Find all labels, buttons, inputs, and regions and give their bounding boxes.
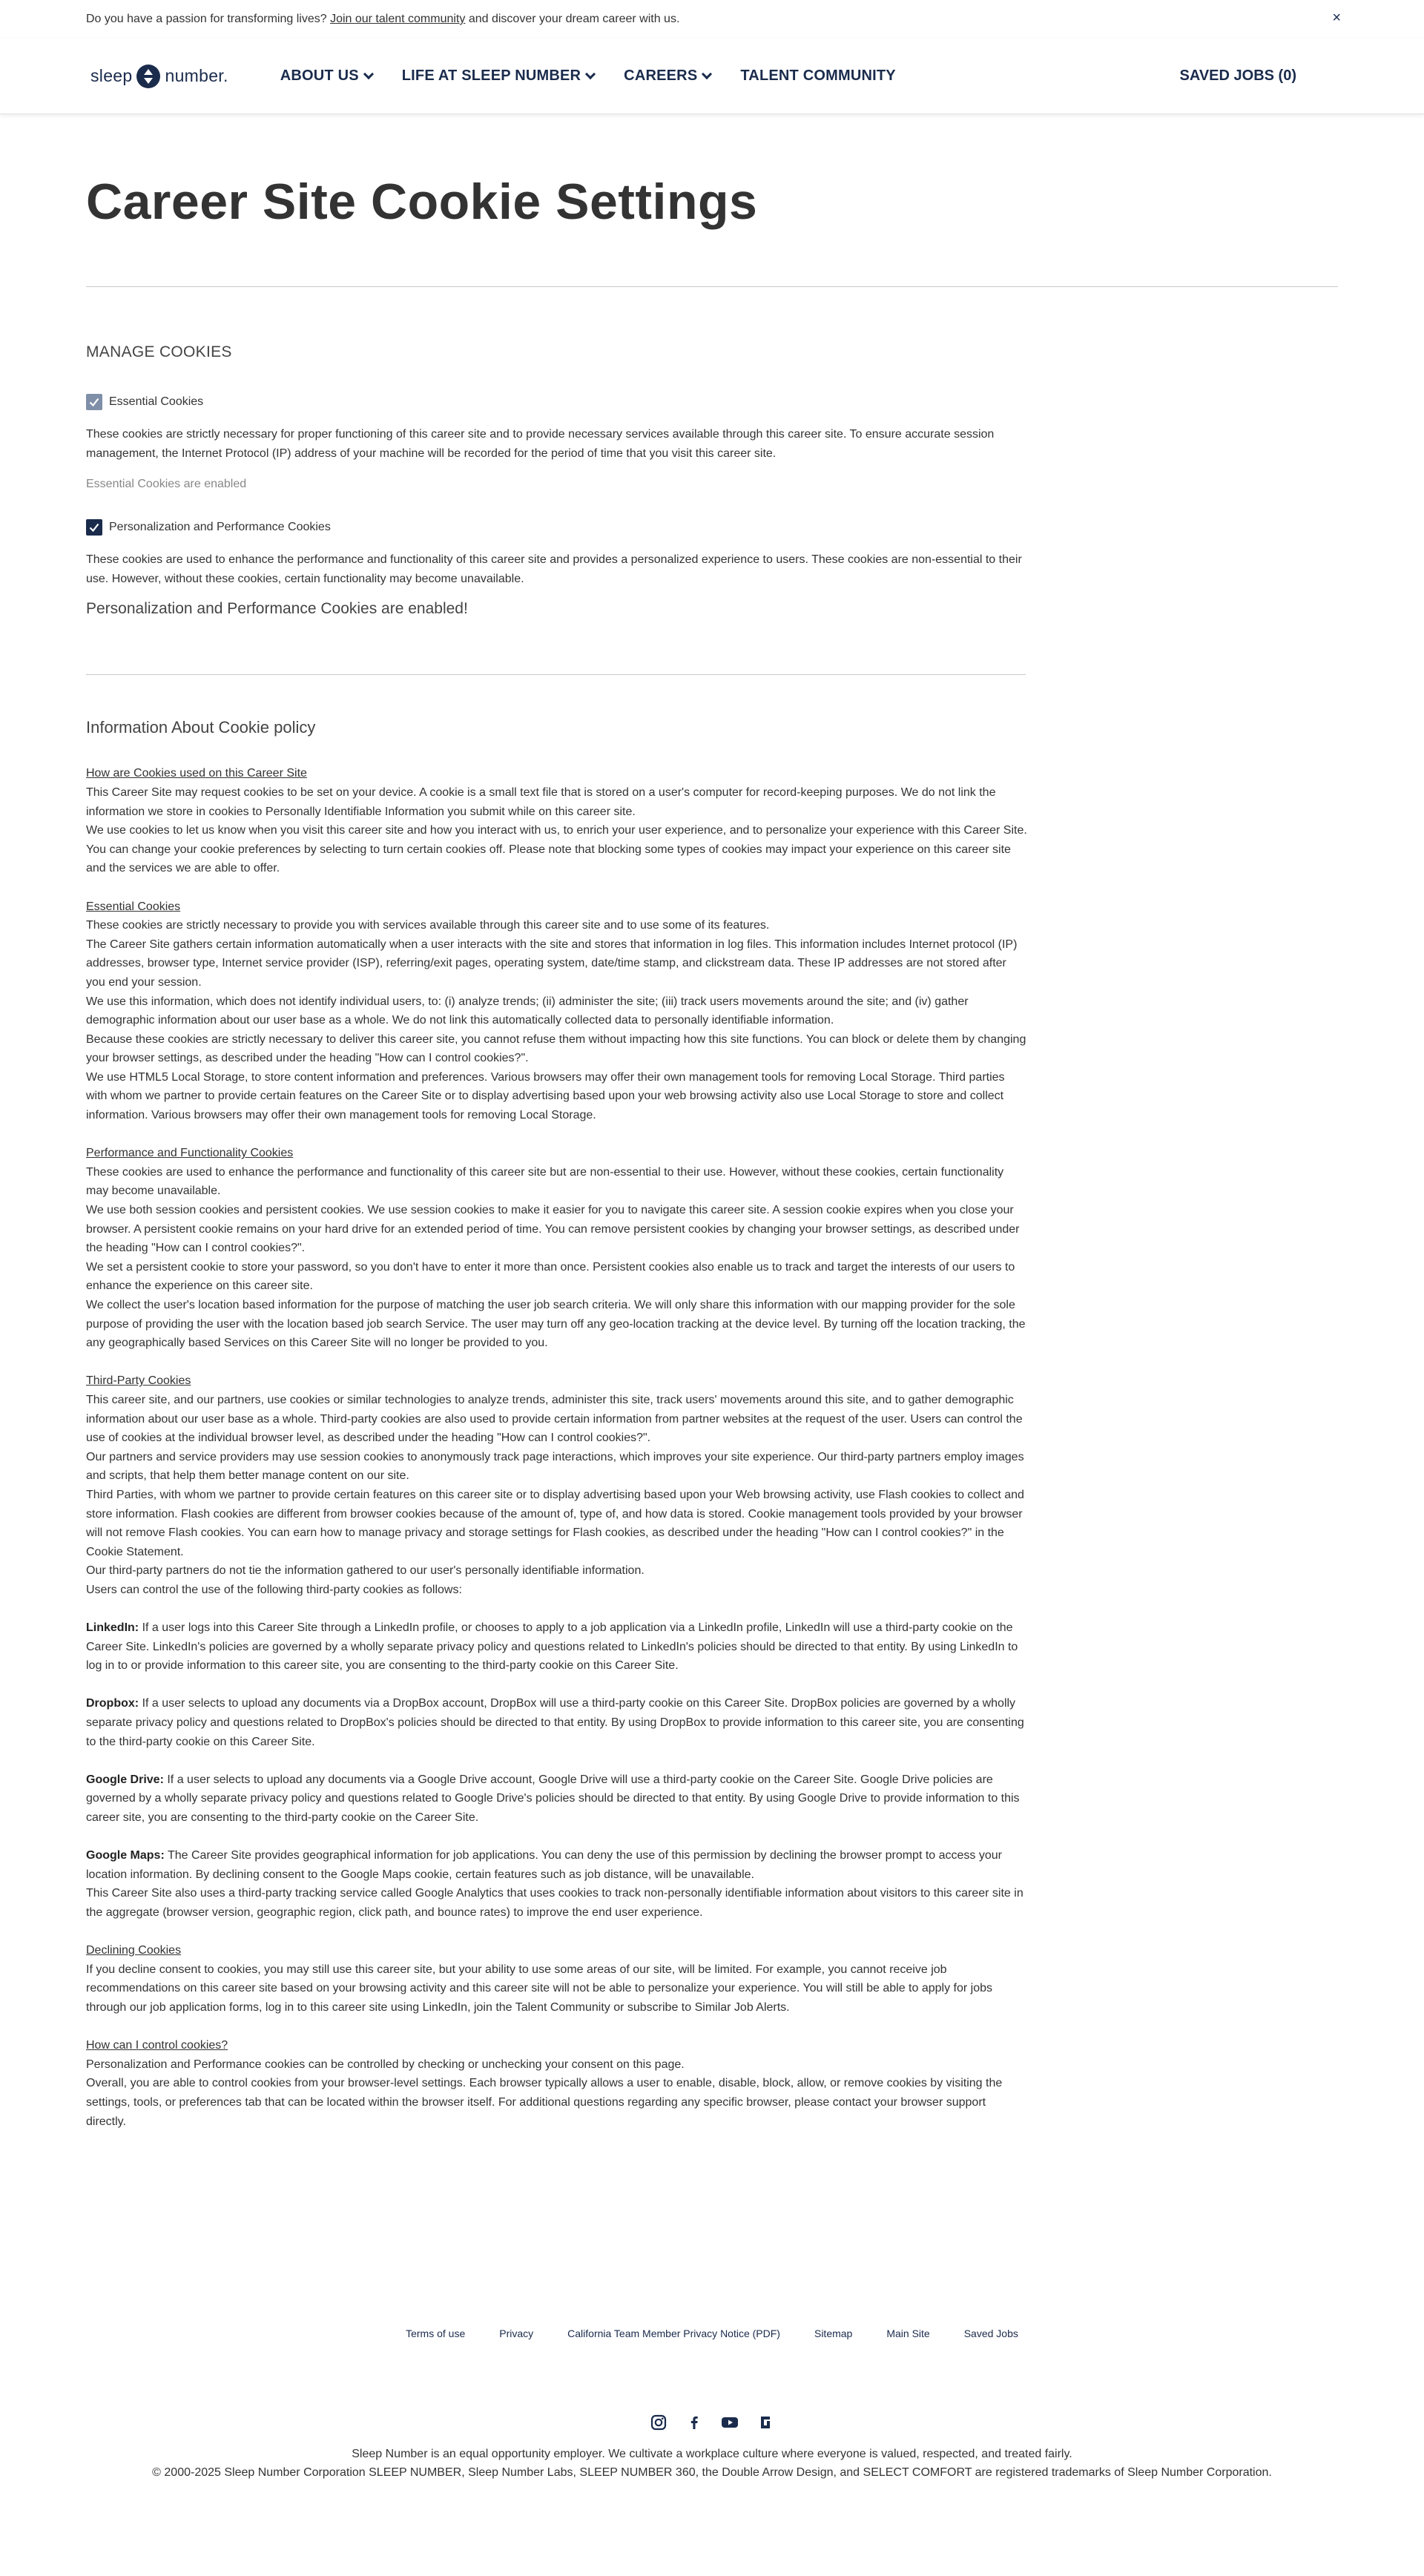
policy-section-how <box>86 764 1028 878</box>
policy-dropbox <box>86 1694 1028 1751</box>
main-content <box>0 172 1424 2131</box>
glassdoor-icon[interactable] <box>755 2412 776 2433</box>
performance-cookies-checkbox[interactable] <box>86 519 102 536</box>
footer-legal <box>0 2445 1424 2482</box>
paragraph: The Career Site provides geographical information for job applications. You can deny the use of this permission by declining the browser prompt to access your location information. By declining consent to the Google Maps cookie, certain features such as job distance, will be unavailable. <box>86 1849 1002 1881</box>
paragraph: This Career Site may request cookies to be set on your device. A cookie is a small text file that is stored on a user's computer for record-keeping purposes. We do not link the information we store in cookies to Personally Identifiable Information you submit while on this career site. <box>86 785 996 818</box>
paragraph: The Career Site gathers certain information automatically when a user interacts with the site and stores that information in log files. This information includes Internet protocol (IP) addresses, browser type, Internet service provider (ISP), referring/exit pages, operating system, date/time stamp, and clickstream data. These IP addresses are not stored after you end your session. <box>86 938 1018 989</box>
provider-name: LinkedIn: <box>86 1621 139 1635</box>
divider <box>86 286 1338 287</box>
double-arrow-logo-icon <box>136 65 160 88</box>
facebook-icon[interactable] <box>684 2412 705 2433</box>
banner-text: Do you have a passion for transforming lives? Join our talent community and discover your dream career with us. <box>86 13 680 25</box>
chevron-down-icon <box>585 69 596 79</box>
nav-careers[interactable]: CAREERS <box>624 67 711 85</box>
section-title: How can I control cookies? <box>86 2039 228 2052</box>
policy-linkedin <box>86 1618 1028 1676</box>
provider-name: Google Drive: <box>86 1773 164 1786</box>
section-title: Declining Cookies <box>86 1944 182 1957</box>
paragraph: If you decline consent to cookies, you may still use this career site, but your ability to use some areas of our site, will be limited. For example, you cannot receive job recommendations on this career site based on your browsing activity and this career site will not be able to personalize your experience. You will still be able to apply for jobs through our job application forms, log in to this career site using LinkedIn, join the Talent Community or subscribe to Similar Job Alerts. <box>86 1963 992 2014</box>
paragraph: This Career Site also uses a third-party tracking service called Google Analytics that uses cookies to track non-personally identifiable information about visitors to this career site in the aggregate (browser version, geographic region, click path, and bounce rates) to improve the end user experience. <box>86 1887 1024 1919</box>
eeo-statement: Sleep Number is an equal opportunity employer. We cultivate a workplace culture where everyone is valued, respected, and treated fairly. <box>352 2448 1072 2460</box>
youtube-icon[interactable] <box>719 2412 740 2433</box>
checkmark-icon <box>88 396 100 408</box>
policy-section-third-party <box>86 1371 1028 1599</box>
talent-community-link[interactable]: Join our talent community <box>330 13 466 25</box>
paragraph: We use HTML5 Local Storage, to store content information and preferences. Various browsers may offer their own management tools for removing Local Storage. Third parties with whom we partner to provide certain features on the Career Site or to display advertising based upon your web browsing activity also use Local Storage to store and collect information. Various browsers may offer their own management tools for removing Local Storage. <box>86 1070 1005 1122</box>
paragraph: These cookies are used to enhance the performance and functionality of this career site but are non-essential to their use. However, without these cookies, certain functionality may become unavailable. <box>86 1165 1004 1198</box>
close-icon[interactable]: × <box>1332 10 1341 26</box>
footer-link-terms[interactable]: Terms of use <box>406 2328 466 2339</box>
top-banner <box>0 0 1424 39</box>
paragraph: We set a persistent cookie to store your password, so you don't have to enter it more than once. Persistent cookies also enable us to track and target the interests of our users to enhance the experience on this career site. <box>86 1260 1015 1293</box>
info-cookie-policy-heading: Information About Cookie policy <box>86 718 316 737</box>
essential-cookies-status: Essential Cookies are enabled <box>86 478 247 491</box>
footer-link-sitemap[interactable]: Sitemap <box>814 2328 853 2339</box>
saved-jobs-link[interactable]: SAVED JOBS (0) <box>1179 67 1296 84</box>
instagram-icon[interactable] <box>648 2412 669 2433</box>
policy-section-control <box>86 2036 1028 2131</box>
cookie-policy-text <box>86 764 1028 2131</box>
site-header <box>0 39 1424 114</box>
paragraph: We use both session cookies and persistent cookies. We use session cookies to make it easier for you to navigate this career site. A session cookie expires when you close your browser. A persistent cookie remains on your hard drive for an extended period of time. You can remove persistent cookies by changing your browser settings, as described under the heading "How can I control cookies?". <box>86 1204 1020 1255</box>
paragraph: Personalization and Performance cookies can be controlled by checking or unchecking your consent on this page. <box>86 2058 685 2071</box>
paragraph: We use this information, which does not identify individual users, to: (i) analyze trends; (ii) administer the site; (iii) track users movements around the site; and (iv) gather demographic information about our user base as a whole. We do not link this automatically collected data to personally identifiable information. <box>86 995 969 1027</box>
social-links <box>0 2412 1424 2433</box>
policy-google-drive <box>86 1770 1028 1828</box>
section-title: Performance and Functionality Cookies <box>86 1147 294 1160</box>
paragraph: We collect the user's location based information for the purpose of matching the user job search criteria. We will only share this information with our mapping provider for the sole purpose of providing the user with the location based job search Service. The user may turn off any geo-location tracking at the device level. By turning off the location tracking, the any geographically based Services on this Career Site will no longer be provided to you. <box>86 1299 1026 1350</box>
section-title: Third-Party Cookies <box>86 1374 191 1388</box>
footer-link-saved-jobs[interactable]: Saved Jobs <box>963 2328 1018 2339</box>
checkmark-icon <box>88 521 100 533</box>
footer-link-california-privacy[interactable]: California Team Member Privacy Notice (PDF) <box>567 2328 780 2339</box>
policy-google-maps <box>86 1846 1028 1922</box>
performance-cookies-row <box>86 519 1338 536</box>
paragraph: We use cookies to let us know when you visit this career site and how you interact with us, to enrich your user experience, and to personalize your experience with this Career Site. You can change your cookie preferences by selecting to turn certain cookies off. Please note that blocking some types of cookies may impact your experience on this career site and the services we are able to offer. <box>86 824 1027 875</box>
paragraph: If a user selects to upload any documents via a Google Drive account, Google Drive will use a third-party cookie on the Career Site. Google Drive policies are governed by a wholly separate privacy policy and questions related to Google Drive's policies should be directed to that entity. By using Google Drive to provide information to this career site, you are consenting to the third-party cookie on the Career Site. <box>86 1773 1020 1825</box>
paragraph: Overall, you are able to control cookies from your browser-level settings. Each browser typically allows a user to enable, disable, block, allow, or remove cookies by visiting the settings, tools, or preferences tab that can be located within the browser itself. For additional questions regarding any specific browser, please contact your browser support directly. <box>86 2077 1003 2128</box>
footer-link-privacy[interactable]: Privacy <box>499 2328 534 2339</box>
page-title: Career Site Cookie Settings <box>86 174 758 230</box>
essential-cookies-row <box>86 394 1338 410</box>
paragraph: Our third-party partners do not tie the information gathered to our user's personally identifiable information. <box>86 1564 645 1578</box>
essential-cookies-description: These cookies are strictly necessary for proper functioning of this career site and to provide necessary services available through this career site. To ensure accurate session management, the Internet Protocol (IP) address of your machine will be recorded for the period of time that you visit this career site. <box>86 428 995 460</box>
footer-link-main-site[interactable]: Main Site <box>886 2328 930 2339</box>
policy-section-essential <box>86 897 1028 1125</box>
paragraph: This career site, and our partners, use cookies or similar technologies to analyze trends, administer this site, track users' movements around this site, and to gather demographic information about our user base as a whole. Third-party cookies are also used to provide certain information from partner websites at the request of the user. Users can control the use of cookies at the individual browser level, as described under the heading "How can I control cookies?". <box>86 1393 1023 1445</box>
footer-links <box>0 2328 1424 2339</box>
performance-cookies-label: Personalization and Performance Cookies <box>109 521 331 534</box>
policy-section-declining <box>86 1941 1028 2017</box>
policy-section-performance <box>86 1144 1028 1353</box>
section-title: Essential Cookies <box>86 900 181 913</box>
main-nav <box>280 67 926 85</box>
paragraph: Users can control the use of the following third-party cookies as follows: <box>86 1583 462 1596</box>
performance-cookies-description: These cookies are used to enhance the performance and functionality of this career site and provides a personalized experience to users. These cookies are non-essential to their use. However, without these cookies, certain functionality may become unavailable. <box>86 553 1022 585</box>
divider <box>86 674 1026 675</box>
essential-cookies-checkbox[interactable] <box>86 394 102 410</box>
chevron-down-icon <box>702 69 712 79</box>
provider-name: Dropbox: <box>86 1697 139 1710</box>
nav-life-at-sleep-number[interactable]: LIFE AT SLEEP NUMBER <box>402 67 594 85</box>
performance-cookies-status: Personalization and Performance Cookies are enabled! <box>86 600 468 618</box>
paragraph: If a user selects to upload any documents via a DropBox account, DropBox will use a third-party cookie on this Career Site. DropBox policies are governed by a wholly separate privacy policy and questions related to DropBox's policies should be directed to that entity. By using DropBox to provide information to this career site, you are consenting to the third-party cookie on this Career Site. <box>86 1697 1024 1748</box>
paragraph: These cookies are strictly necessary to provide you with services available through this career site and to use some of its features. <box>86 919 770 932</box>
paragraph: If a user logs into this Career Site through a LinkedIn profile, or chooses to apply to a job application via a LinkedIn profile, LinkedIn will use a third-party cookie on the Career Site. LinkedIn's policies are governed by a wholly separate privacy policy and questions related to LinkedIn's policies should be directed to that entity. By using LinkedIn to log in to or provide information to this career site, you are consenting to the third-party cookie on this Career Site. <box>86 1621 1018 1673</box>
chevron-down-icon <box>363 69 374 79</box>
manage-cookies-heading: MANAGE COOKIES <box>86 343 232 360</box>
section-title: How are Cookies used on this Career Site <box>86 767 307 780</box>
paragraph: Our partners and service providers may use session cookies to anonymously track page interactions, which improves your site experience. Our third-party partners employ images and scripts, that help them better manage content on our site. <box>86 1450 1024 1483</box>
nav-talent-community[interactable]: TALENT COMMUNITY <box>740 67 896 84</box>
paragraph: Because these cookies are strictly necessary to deliver this career site, you cannot refuse them without impacting how this site functions. You can block or delete them by changing your browser settings, as described under the heading "How can I control cookies?". <box>86 1032 1026 1065</box>
copyright: © 2000-2025 Sleep Number Corporation SLEEP NUMBER, Sleep Number Labs, SLEEP NUMBER 360, the Double Arrow Design, and SELECT COMFORT are registered trademarks of Sleep Number Corporation. <box>152 2466 1272 2479</box>
paragraph: Third Parties, with whom we partner to provide certain features on this career site or to display advertising based upon your Web browsing activity, use Flash cookies to collect and store information. Flash cookies are different from browser cookies because of the amount of, type of, and how data is stored. Cookie management tools provided by your browser will not remove Flash cookies. You can earn how to manage privacy and storage settings for Flash cookies, as described under the heading "How can I control cookies?" in the Cookie Statement. <box>86 1488 1024 1558</box>
sleep-number-logo[interactable]: sleep number. <box>90 65 228 88</box>
essential-cookies-label: Essential Cookies <box>109 395 204 408</box>
provider-name: Google Maps: <box>86 1849 165 1862</box>
nav-about-us[interactable]: ABOUT US <box>280 67 372 85</box>
